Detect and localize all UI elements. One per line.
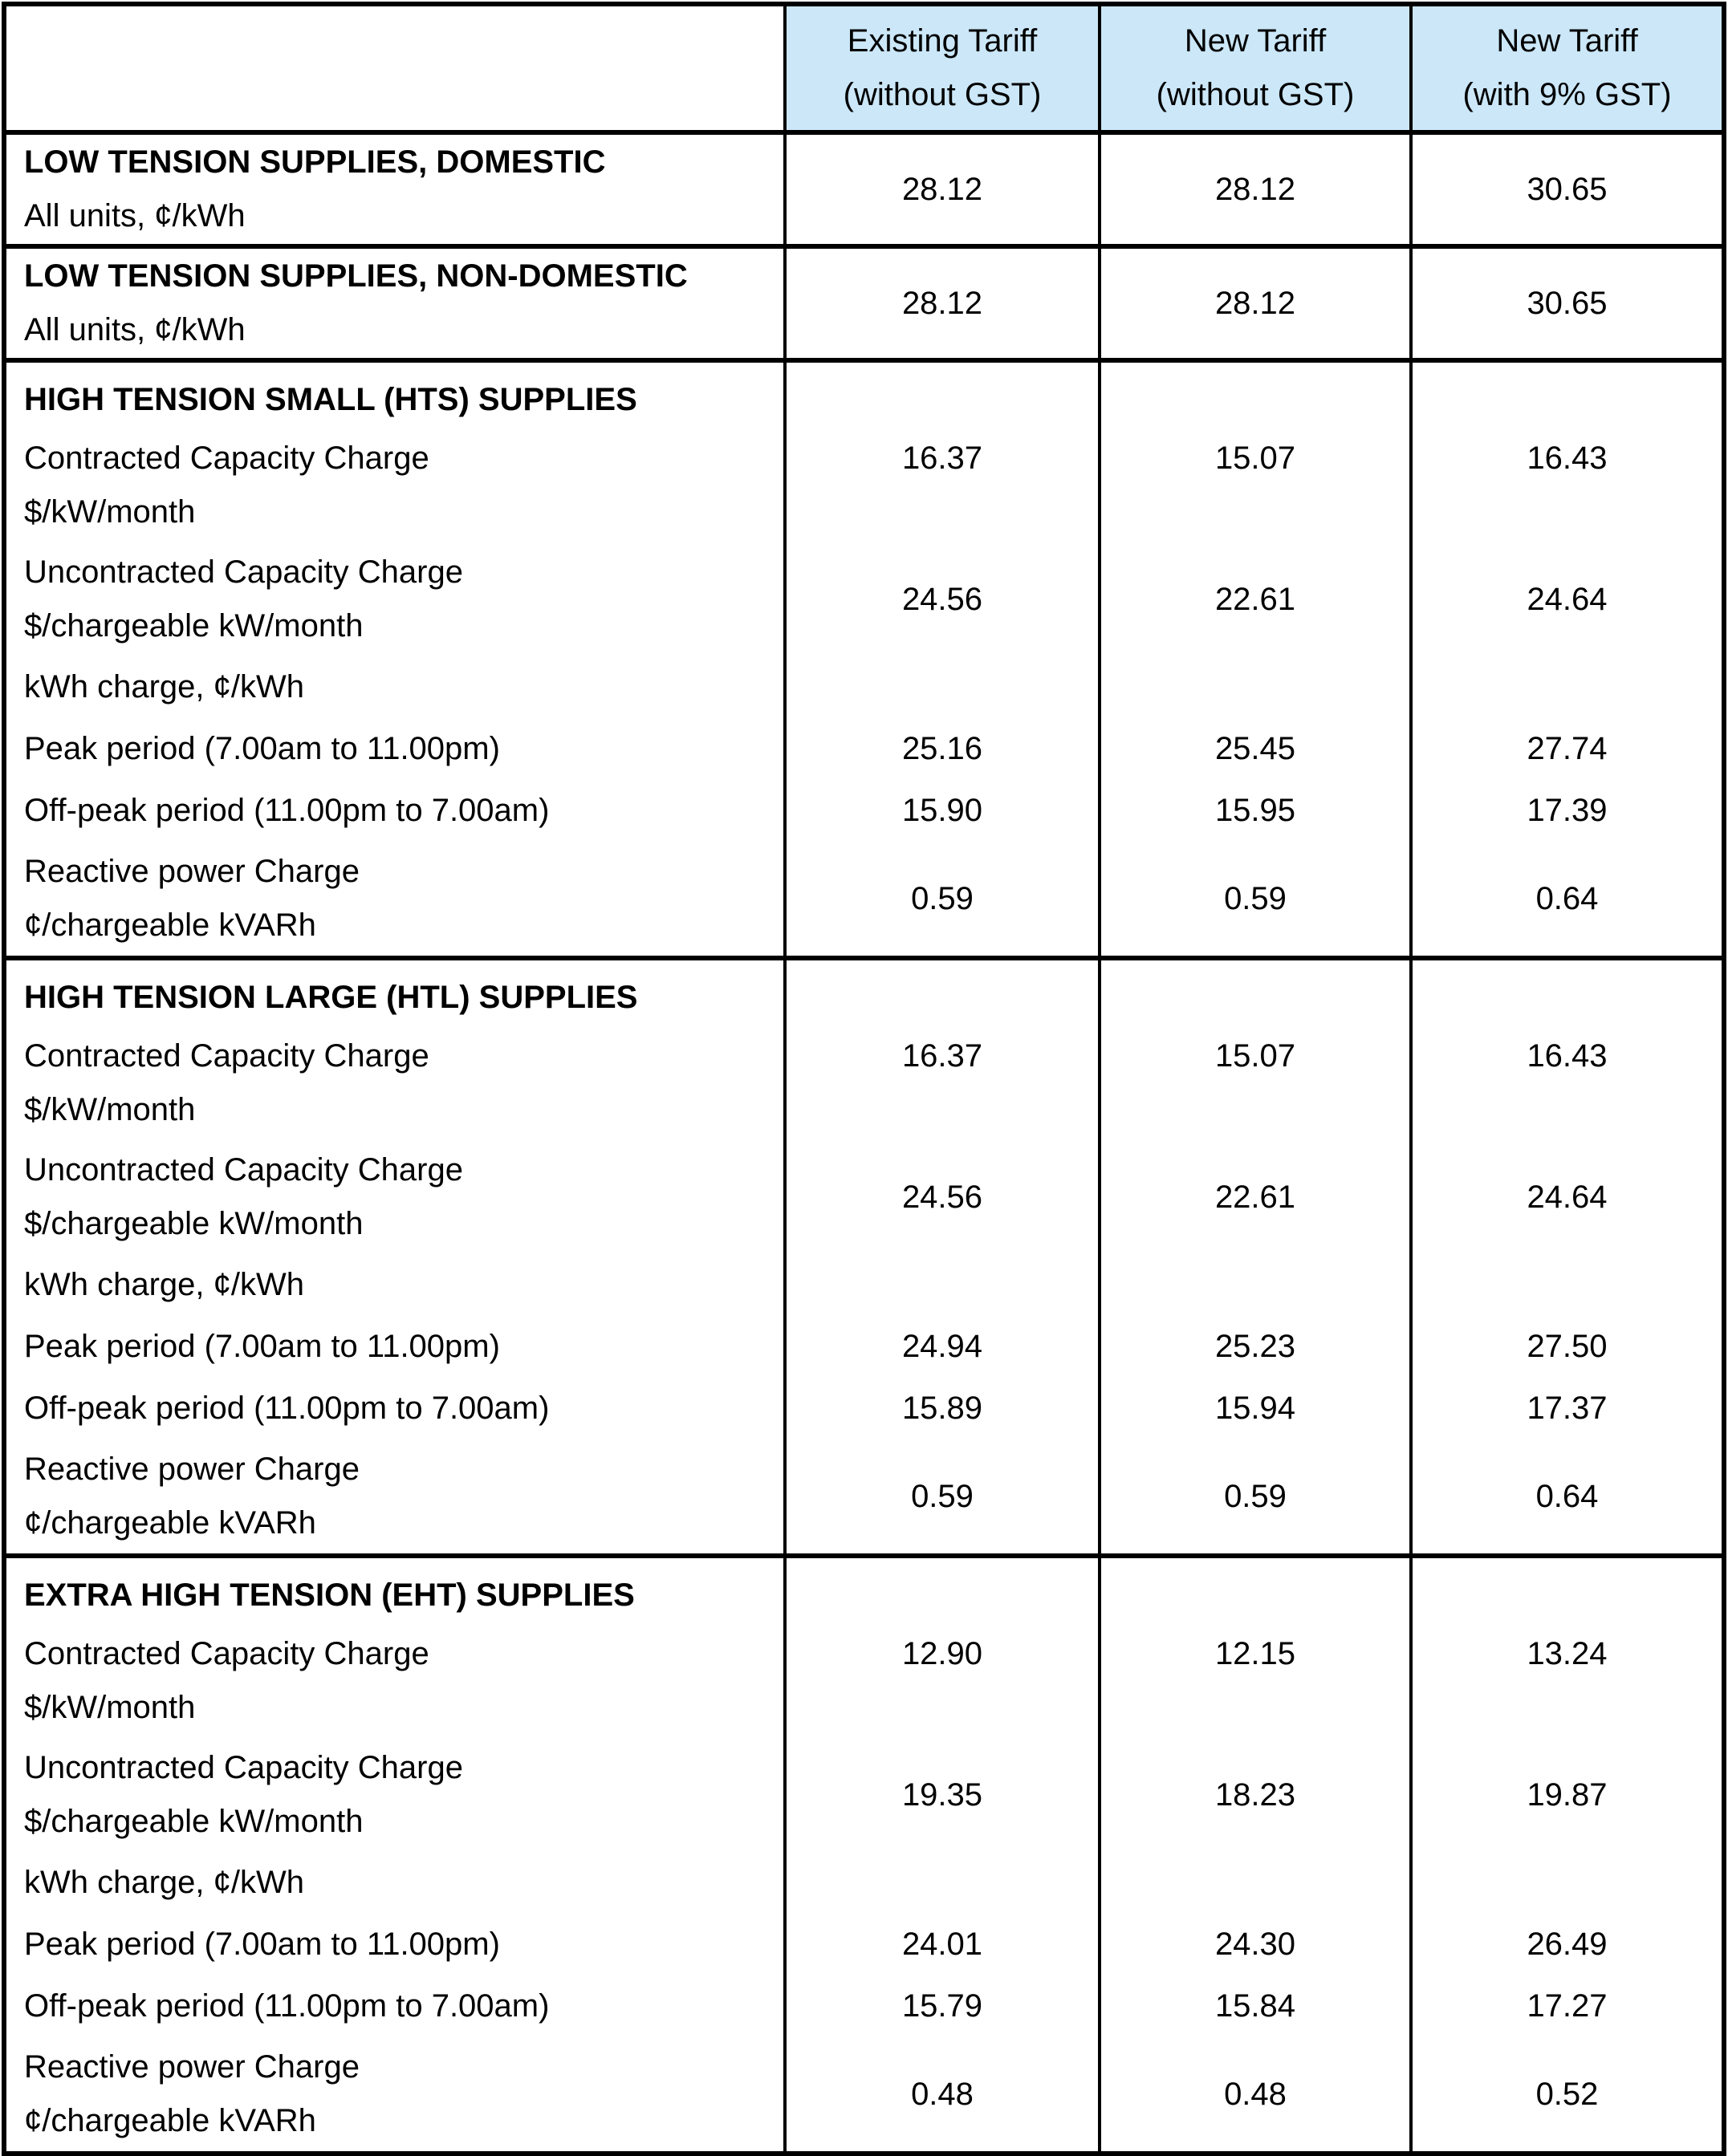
- row-label-line: Off-peak period (11.00pm to 7.00am): [24, 793, 550, 828]
- tariff-value-cell: 25.45: [1100, 718, 1411, 780]
- header-row: [4, 4, 1724, 132]
- header-line2: (with 9% GST): [1462, 77, 1672, 112]
- row-label-cell: [4, 542, 785, 656]
- tariff-value-cell: 0.59: [1100, 1439, 1411, 1556]
- tariff-value-cell: [1411, 1254, 1724, 1316]
- tariff-value-cell: 15.07: [1100, 1026, 1411, 1140]
- tariff-value-cell: 30.65: [1411, 132, 1724, 246]
- tariff-value-cell: 25.16: [785, 718, 1100, 780]
- tariff-value-cell: 15.90: [785, 780, 1100, 842]
- header-line1: New Tariff: [1184, 23, 1327, 59]
- table-row: [4, 656, 1724, 718]
- row-label-cell: [4, 958, 785, 1026]
- table-body: [4, 132, 1724, 2154]
- header-line1: New Tariff: [1496, 23, 1638, 59]
- section-title: EXTRA HIGH TENSION (EHT) SUPPLIES: [24, 1577, 635, 1613]
- tariff-value-cell: [1411, 1556, 1724, 1624]
- row-label-cell: [4, 1738, 785, 1852]
- tariff-value-cell: 15.79: [785, 1975, 1100, 2037]
- row-label-cell: [4, 1556, 785, 1624]
- tariff-value-cell: 0.64: [1411, 842, 1724, 958]
- row-label-cell: [4, 1624, 785, 1738]
- row-label-line: Uncontracted Capacity Charge: [24, 1152, 463, 1188]
- row-label-line: $/kW/month: [24, 1690, 196, 1725]
- header-new-tariff-without-gst: [1100, 4, 1411, 132]
- table-row: [4, 1378, 1724, 1439]
- row-label-line: $/chargeable kW/month: [24, 608, 364, 644]
- row-label-line: All units, ¢/kWh: [24, 312, 246, 347]
- row-label-line: Off-peak period (11.00pm to 7.00am): [24, 1988, 550, 2024]
- header-new-tariff-with-gst: [1411, 4, 1724, 132]
- tariff-value-cell: 28.12: [785, 246, 1100, 360]
- tariff-value-cell: 28.12: [1100, 132, 1411, 246]
- tariff-value-cell: [1100, 656, 1411, 718]
- table-row: [4, 1254, 1724, 1316]
- tariff-value-cell: 16.37: [785, 428, 1100, 542]
- row-label-line: Peak period (7.00am to 11.00pm): [24, 1329, 500, 1364]
- table-row: [4, 542, 1724, 656]
- tariff-value-cell: 24.30: [1100, 1914, 1411, 1975]
- row-label-cell: [4, 246, 785, 360]
- tariff-value-cell: 0.52: [1411, 2037, 1724, 2154]
- table-row: [4, 428, 1724, 542]
- tariff-value-cell: 15.89: [785, 1378, 1100, 1439]
- tariff-value-cell: 24.01: [785, 1914, 1100, 1975]
- row-label-cell: [4, 1026, 785, 1140]
- tariff-value-cell: 0.48: [785, 2037, 1100, 2154]
- table-row: [4, 246, 1724, 360]
- table-row: [4, 780, 1724, 842]
- table-row: [4, 360, 1724, 428]
- row-label-line: Reactive power Charge: [24, 854, 360, 889]
- row-label-line: kWh charge, ¢/kWh: [24, 1865, 305, 1900]
- row-label-line: ¢/chargeable kVARh: [24, 2103, 316, 2138]
- row-label-cell: [4, 1316, 785, 1378]
- tariff-value-cell: 25.23: [1100, 1316, 1411, 1378]
- row-label-cell: [4, 1975, 785, 2037]
- row-label-cell: [4, 780, 785, 842]
- tariff-value-cell: 16.43: [1411, 1026, 1724, 1140]
- tariff-value-cell: [785, 958, 1100, 1026]
- tariff-value-cell: 17.39: [1411, 780, 1724, 842]
- tariff-value-cell: [785, 656, 1100, 718]
- row-label-line: Peak period (7.00am to 11.00pm): [24, 1927, 500, 1962]
- row-label-cell: [4, 1914, 785, 1975]
- table-row: [4, 1914, 1724, 1975]
- table-row: [4, 132, 1724, 246]
- tariff-value-cell: 15.95: [1100, 780, 1411, 842]
- table-row: [4, 958, 1724, 1026]
- header-existing-tariff: [785, 4, 1100, 132]
- tariff-value-cell: 24.64: [1411, 1140, 1724, 1254]
- tariff-value-cell: [1411, 360, 1724, 428]
- table-row: [4, 1738, 1724, 1852]
- table-row: [4, 1624, 1724, 1738]
- row-label-cell: [4, 1254, 785, 1316]
- tariff-value-cell: 24.64: [1411, 542, 1724, 656]
- tariff-value-cell: 0.64: [1411, 1439, 1724, 1556]
- tariff-value-cell: 0.59: [785, 842, 1100, 958]
- tariff-value-cell: 18.23: [1100, 1738, 1411, 1852]
- tariff-value-cell: 22.61: [1100, 542, 1411, 656]
- tariff-value-cell: 24.56: [785, 1140, 1100, 1254]
- tariff-value-cell: 28.12: [785, 132, 1100, 246]
- tariff-value-cell: 0.48: [1100, 2037, 1411, 2154]
- table-row: [4, 1026, 1724, 1140]
- tariff-table: [2, 2, 1726, 2156]
- tariff-value-cell: 28.12: [1100, 246, 1411, 360]
- row-label-cell: [4, 428, 785, 542]
- tariff-value-cell: [785, 1556, 1100, 1624]
- tariff-value-cell: 13.24: [1411, 1624, 1724, 1738]
- row-label-line: Uncontracted Capacity Charge: [24, 1750, 463, 1785]
- tariff-value-cell: 15.07: [1100, 428, 1411, 542]
- table-row: [4, 718, 1724, 780]
- tariff-value-cell: 30.65: [1411, 246, 1724, 360]
- tariff-value-cell: 16.37: [785, 1026, 1100, 1140]
- tariff-value-cell: 24.56: [785, 542, 1100, 656]
- row-label-cell: [4, 656, 785, 718]
- tariff-value-cell: [1411, 1852, 1724, 1914]
- tariff-value-cell: 27.74: [1411, 718, 1724, 780]
- tariff-value-cell: 19.87: [1411, 1738, 1724, 1852]
- tariff-value-cell: [1100, 1254, 1411, 1316]
- row-label-line: All units, ¢/kWh: [24, 198, 246, 233]
- row-label-cell: [4, 1852, 785, 1914]
- row-label-line: Off-peak period (11.00pm to 7.00am): [24, 1391, 550, 1426]
- tariff-value-cell: [1100, 1556, 1411, 1624]
- row-label-line: kWh charge, ¢/kWh: [24, 1267, 305, 1302]
- section-title: HIGH TENSION SMALL (HTS) SUPPLIES: [24, 382, 637, 417]
- tariff-value-cell: 0.59: [1100, 842, 1411, 958]
- tariff-value-cell: 26.49: [1411, 1914, 1724, 1975]
- tariff-value-cell: 19.35: [785, 1738, 1100, 1852]
- section-title: HIGH TENSION LARGE (HTL) SUPPLIES: [24, 980, 638, 1015]
- row-label-line: ¢/chargeable kVARh: [24, 907, 316, 943]
- header-line1: Existing Tariff: [847, 23, 1038, 59]
- tariff-value-cell: [785, 1254, 1100, 1316]
- section-title: LOW TENSION SUPPLIES, DOMESTIC: [24, 144, 606, 180]
- tariff-value-cell: 22.61: [1100, 1140, 1411, 1254]
- tariff-value-cell: 15.84: [1100, 1975, 1411, 2037]
- header-line2: (without GST): [843, 77, 1042, 112]
- tariff-value-cell: [785, 360, 1100, 428]
- row-label-line: Uncontracted Capacity Charge: [24, 554, 463, 590]
- row-label-line: Contracted Capacity Charge: [24, 441, 429, 476]
- tariff-value-cell: [1411, 958, 1724, 1026]
- row-label-cell: [4, 360, 785, 428]
- row-label-cell: [4, 718, 785, 780]
- tariff-value-cell: 12.15: [1100, 1624, 1411, 1738]
- tariff-value-cell: 16.43: [1411, 428, 1724, 542]
- tariff-value-cell: [1100, 958, 1411, 1026]
- table-row: [4, 2037, 1724, 2154]
- row-label-line: $/chargeable kW/month: [24, 1206, 364, 1241]
- row-label-cell: [4, 1439, 785, 1556]
- tariff-value-cell: 17.27: [1411, 1975, 1724, 2037]
- tariff-value-cell: 27.50: [1411, 1316, 1724, 1378]
- row-label-line: $/kW/month: [24, 1092, 196, 1127]
- table-header: [4, 4, 1724, 132]
- row-label-cell: [4, 2037, 785, 2154]
- tariff-value-cell: [785, 1852, 1100, 1914]
- table-row: [4, 1316, 1724, 1378]
- row-label-line: Reactive power Charge: [24, 2049, 360, 2085]
- tariff-value-cell: 17.37: [1411, 1378, 1724, 1439]
- header-corner-cell: [4, 4, 785, 132]
- table-row: [4, 1140, 1724, 1254]
- row-label-line: Contracted Capacity Charge: [24, 1038, 429, 1074]
- row-label-line: Contracted Capacity Charge: [24, 1636, 429, 1671]
- tariff-value-cell: 15.94: [1100, 1378, 1411, 1439]
- row-label-line: kWh charge, ¢/kWh: [24, 669, 305, 704]
- row-label-line: ¢/chargeable kVARh: [24, 1505, 316, 1541]
- table-row: [4, 1439, 1724, 1556]
- table-row: [4, 1556, 1724, 1624]
- row-label-line: $/chargeable kW/month: [24, 1804, 364, 1839]
- row-label-line: Reactive power Charge: [24, 1452, 360, 1487]
- tariff-value-cell: 0.59: [785, 1439, 1100, 1556]
- row-label-line: $/kW/month: [24, 494, 196, 530]
- header-line2: (without GST): [1156, 77, 1355, 112]
- tariff-value-cell: [1100, 360, 1411, 428]
- row-label-cell: [4, 1140, 785, 1254]
- row-label-cell: [4, 1378, 785, 1439]
- table-row: [4, 842, 1724, 958]
- tariff-value-cell: [1411, 656, 1724, 718]
- row-label-cell: [4, 842, 785, 958]
- tariff-value-cell: 12.90: [785, 1624, 1100, 1738]
- table-row: [4, 1852, 1724, 1914]
- row-label-line: Peak period (7.00am to 11.00pm): [24, 731, 500, 766]
- tariff-value-cell: [1100, 1852, 1411, 1914]
- section-title: LOW TENSION SUPPLIES, NON-DOMESTIC: [24, 258, 688, 294]
- table-row: [4, 1975, 1724, 2037]
- tariff-value-cell: 24.94: [785, 1316, 1100, 1378]
- row-label-cell: [4, 132, 785, 246]
